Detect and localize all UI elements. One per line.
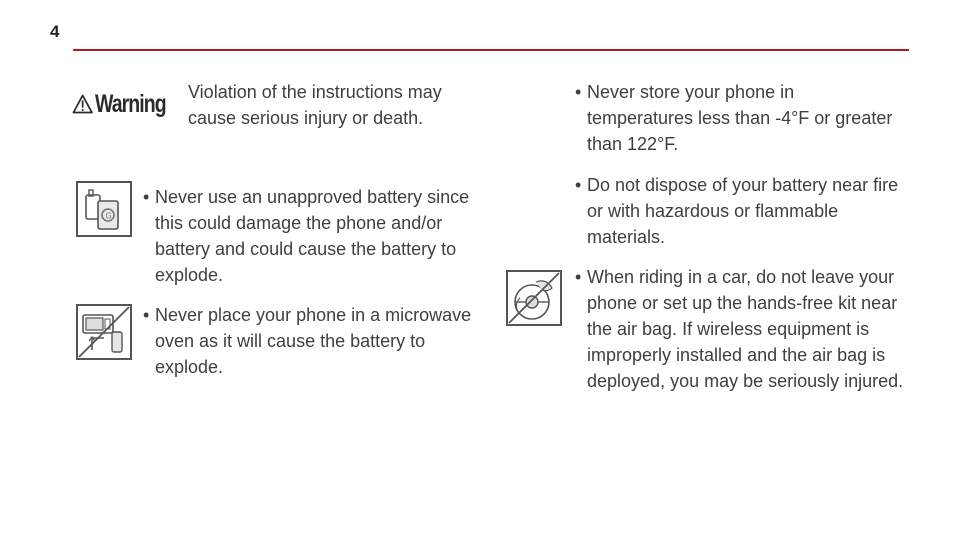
no-microwave-icon [76, 304, 132, 360]
bullet-storage-temperature [575, 79, 905, 157]
bullet-dot: • [575, 267, 582, 287]
bullet-dot: • [143, 187, 150, 207]
bullet-text: Never place your phone in a microwave oven as it will cause the battery to explode. [155, 305, 472, 377]
bullet-battery-disposal [575, 172, 905, 250]
header-rule [73, 49, 909, 51]
unapproved-battery-icon [76, 181, 132, 237]
bullet-dot: • [575, 82, 582, 102]
warning-word: Warning [95, 89, 167, 118]
bullet-dot: • [143, 305, 150, 325]
bullet-unapproved-battery [143, 184, 478, 288]
bullet-airbag-warning [575, 264, 910, 394]
svg-text:G: G [105, 211, 112, 221]
bullet-text: Do not dispose of your battery near fire or with hazardous or flammable materials. [587, 175, 899, 247]
page-number: 4 [50, 22, 60, 41]
bullet-text: Never use an unapproved battery since this could damage the phone and/or battery and could cause the battery to explode. [155, 187, 470, 285]
warning-text: Violation of the instructions may cause serious injury or death. [188, 82, 442, 128]
bullet-no-microwave [143, 302, 478, 380]
no-airbag-phone-icon [506, 270, 562, 326]
warning-badge [72, 88, 186, 120]
bullet-dot: • [575, 175, 582, 195]
bullet-text: Never store your phone in temperatures less than -4°F or greater than 122°F. [587, 82, 893, 154]
warning-triangle-icon [72, 90, 93, 118]
bullet-text: When riding in a car, do not leave your phone or set up the hands-free kit near the air bag. If wireless equipment is improperly installed and the air bag is deployed, you may be seriously injured. [587, 267, 904, 391]
